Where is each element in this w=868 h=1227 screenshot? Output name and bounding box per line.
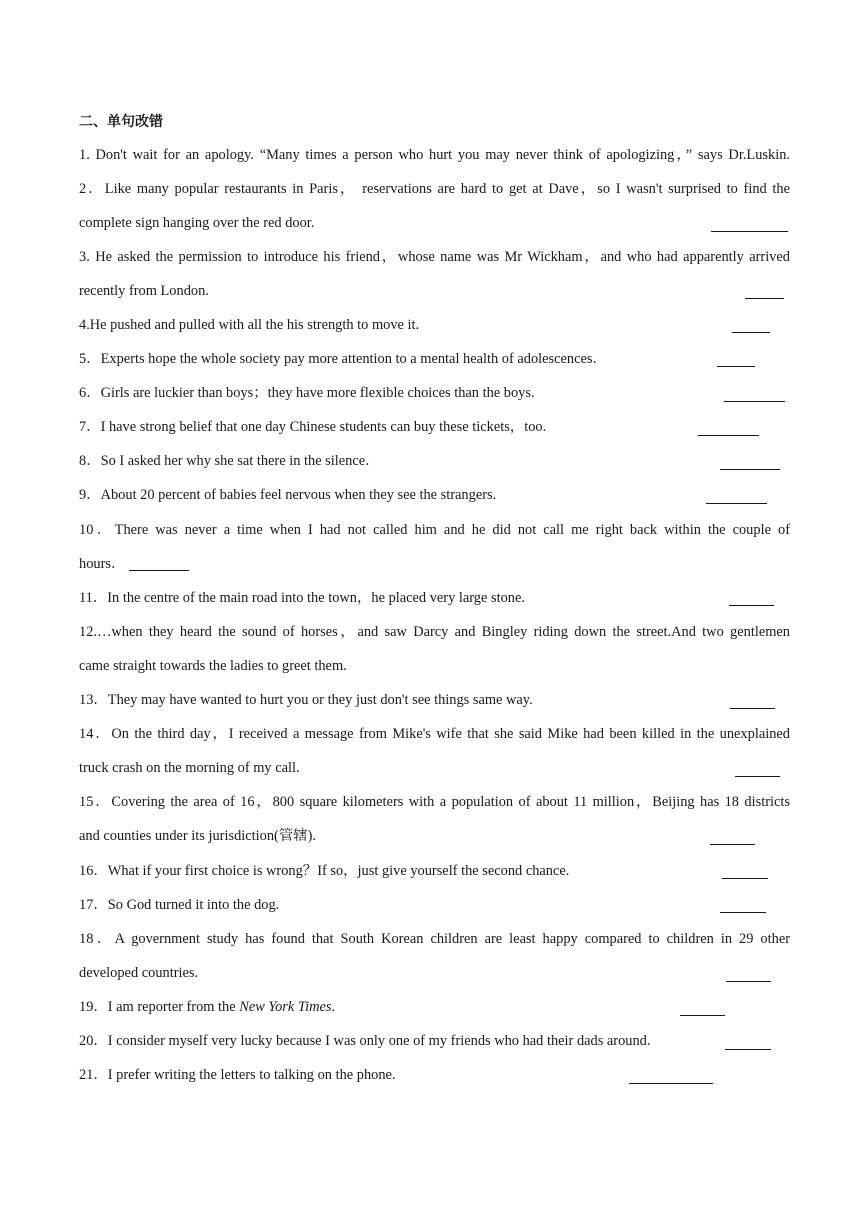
question-16: 16．What if your first choice is wrong？If so，just give yourself the second chance. [79, 863, 570, 879]
answer-blank-10[interactable] [129, 570, 189, 571]
question-2-line-1: 2．Like many popular restaurants in Paris， reservations are hard to get at Dave，so I wasn't surprised to find the [79, 181, 790, 197]
answer-blank-3[interactable] [745, 298, 784, 299]
answer-blank-14[interactable] [735, 776, 780, 777]
question-19-period: . [331, 999, 336, 1015]
section-title: 二、单句改错 [79, 114, 163, 130]
question-6: 6．Girls are luckier than boys；they have more flexible choices than the boys. [79, 385, 535, 401]
question-21: 21．I prefer writing the letters to talking on the phone. [79, 1067, 396, 1083]
question-14-line-2: truck crash on the morning of my call. [79, 760, 300, 776]
answer-blank-9[interactable] [706, 503, 767, 504]
question-10-line-1: 10．There was never a time when I had not called him and he did not call me right back within the couple of [79, 522, 790, 538]
answer-blank-5[interactable] [717, 366, 755, 367]
question-1: 1. Don't wait for an apology. “Many times a person who hurt you may never think of apologizing，” says Dr.Luskin. [79, 147, 790, 163]
question-9: 9．About 20 percent of babies feel nervous when they see the strangers. [79, 487, 497, 503]
answer-blank-2[interactable] [711, 231, 788, 232]
question-10-text: hours． [79, 556, 126, 572]
answer-blank-21[interactable] [629, 1083, 713, 1084]
answer-blank-6[interactable] [724, 401, 785, 402]
newspaper-title: New York Times [239, 999, 332, 1015]
question-10-line-2 [79, 553, 790, 575]
answer-blank-20[interactable] [725, 1049, 771, 1050]
question-18-line-2: developed countries. [79, 965, 199, 981]
answer-blank-19[interactable] [680, 1015, 725, 1016]
answer-blank-13[interactable] [730, 708, 775, 709]
question-14-line-1: 14．On the third day，I received a message from Mike's wife that she said Mike had been killed in the unexplained [79, 726, 790, 742]
question-12-line-1: 12.…when they heard the sound of horses，and saw Darcy and Bingley riding down the street.And two gentlemen [79, 624, 790, 640]
answer-blank-4[interactable] [732, 332, 770, 333]
question-15-line-2: and counties under its jurisdiction(管辖). [79, 828, 317, 844]
answer-blank-16[interactable] [722, 878, 768, 879]
answer-blank-7[interactable] [698, 435, 759, 436]
question-4: 4.He pushed and pulled with all the his strength to move it. [79, 317, 420, 333]
question-5: 5．Experts hope the whole society pay more attention to a mental health of adolescences． [79, 351, 607, 367]
question-13: 13．They may have wanted to hurt you or they just don't see things same way. [79, 692, 533, 708]
question-20: 20．I consider myself very lucky because I was only one of my friends who had their dads around. [79, 1033, 651, 1049]
question-11: 11．In the centre of the main road into the town，he placed very large stone. [79, 590, 525, 606]
question-17: 17．So God turned it into the dog. [79, 897, 280, 913]
answer-blank-8[interactable] [720, 469, 780, 470]
answer-blank-18[interactable] [726, 981, 771, 982]
question-15-line-1: 15．Covering the area of 16，800 square kilometers with a population of about 11 million，Beijing has 18 districts [79, 794, 790, 810]
question-3-line-1: 3. He asked the permission to introduce his friend，whose name was Mr Wickham，and who had apparently arrived [79, 249, 790, 265]
question-2-line-2: complete sign hanging over the red door. [79, 215, 315, 231]
question-19-text: 19．I am reporter from the [79, 999, 240, 1015]
question-7: 7．I have strong belief that one day Chinese students can buy these tickets，too. [79, 419, 547, 435]
answer-blank-11[interactable] [729, 605, 774, 606]
question-8: 8．So I asked her why she sat there in the silence． [79, 453, 380, 469]
question-18-line-1: 18．A government study has found that South Korean children are least happy compared to children in 29 other [79, 931, 790, 947]
question-3-line-2: recently from London. [79, 283, 209, 299]
answer-blank-17[interactable] [720, 912, 766, 913]
answer-blank-15[interactable] [710, 844, 755, 845]
question-12-line-2: came straight towards the ladies to greet them. [79, 658, 347, 674]
